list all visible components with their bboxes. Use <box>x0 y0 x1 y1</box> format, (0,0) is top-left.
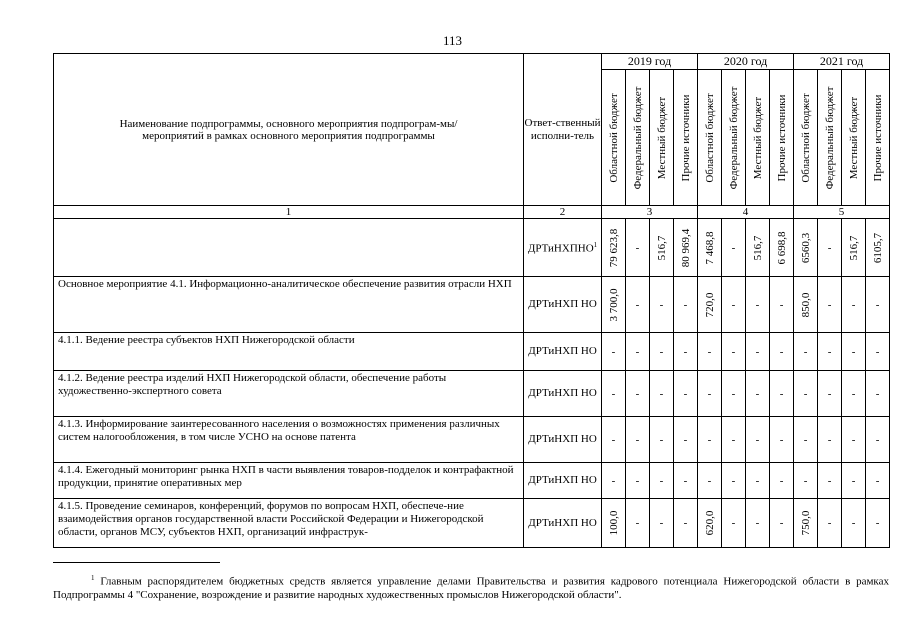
budget-value: - <box>755 387 760 400</box>
header-year-2020: 2020 год <box>698 54 794 70</box>
activity-name: 4.1.2. Ведение реестра изделий НХП Нижегородской области, обеспечение работы художественно-экспертного совета <box>54 371 524 417</box>
budget-value-cell <box>626 333 650 371</box>
responsible-executor <box>524 277 602 333</box>
budget-value: 100,0 <box>607 510 620 536</box>
budget-value-cell <box>674 463 698 499</box>
budget-value: - <box>875 298 880 311</box>
responsible-text: ДРТиНХП НО <box>528 474 597 486</box>
budget-value: - <box>635 345 640 358</box>
budget-value: - <box>683 387 688 400</box>
budget-value-cell <box>626 219 650 277</box>
budget-value-cell <box>698 463 722 499</box>
budget-value-cell <box>722 499 746 548</box>
budget-value-cell <box>626 371 650 417</box>
budget-value-cell <box>794 499 818 548</box>
responsible-executor <box>524 463 602 499</box>
header-source-label: Местный бюджет <box>751 96 764 179</box>
budget-value: - <box>803 474 808 487</box>
budget-value-cell <box>698 219 722 277</box>
header-source-label: Местный бюджет <box>655 96 668 179</box>
budget-value-cell <box>770 277 794 333</box>
page-number: 113 <box>442 33 463 48</box>
header-source-cell <box>626 70 650 206</box>
col-number-5: 5 <box>794 206 890 219</box>
budget-value: - <box>827 298 832 311</box>
budget-value: - <box>683 517 688 529</box>
budget-value: - <box>659 298 664 311</box>
budget-value: 516,7 <box>751 235 764 260</box>
budget-value: - <box>779 298 784 311</box>
budget-value-cell <box>842 219 866 277</box>
budget-value: - <box>875 474 880 487</box>
budget-value-cell <box>722 333 746 371</box>
budget-value-cell <box>842 499 866 548</box>
budget-value: - <box>803 387 808 400</box>
header-responsible-column: Ответ-ственный исполни-тель <box>524 54 602 206</box>
budget-value-cell <box>722 417 746 463</box>
budget-value-cell <box>746 333 770 371</box>
header-source-label: Федеральный бюджет <box>631 86 644 189</box>
budget-value-cell <box>866 277 890 333</box>
budget-value-cell <box>650 277 674 333</box>
header-name-column: Наименование подпрограммы, основного мероприятия подпрограм-мы/мероприятий в рамках основного мероприятия подпрограммы <box>54 54 524 206</box>
budget-value: - <box>827 517 832 529</box>
budget-value: - <box>611 433 616 446</box>
budget-value: 6560,3 <box>799 232 812 263</box>
budget-value: - <box>851 298 856 311</box>
budget-value: - <box>875 345 880 358</box>
activity-name: 4.1.3. Информирование заинтересованного населения о возможностях применения различных систем налогообложения, в том числе УСНО на основе патента <box>54 417 524 463</box>
budget-value-cell <box>770 463 794 499</box>
budget-value: - <box>635 241 640 254</box>
budget-value: - <box>731 474 736 487</box>
header-source-label: Прочие источники <box>679 94 692 181</box>
table-row <box>54 333 890 371</box>
budget-value: - <box>827 387 832 400</box>
budget-value-cell <box>842 417 866 463</box>
budget-value: - <box>731 345 736 358</box>
activity-name: Основное мероприятие 4.1. Информационно-аналитическое обеспечение развития отрасли НХП <box>54 277 524 333</box>
budget-value: 79 623,8 <box>607 228 620 267</box>
budget-value: - <box>659 345 664 358</box>
budget-value-cell <box>722 371 746 417</box>
budget-value: 516,7 <box>655 235 668 260</box>
budget-value: 620,0 <box>703 510 716 536</box>
table-row <box>54 417 890 463</box>
header-source-cell <box>818 70 842 206</box>
budget-value: - <box>659 433 664 446</box>
budget-value-cell <box>674 499 698 548</box>
budget-value-cell <box>794 417 818 463</box>
footnote-separator <box>53 562 220 563</box>
budget-value-cell <box>746 371 770 417</box>
budget-value-cell <box>794 333 818 371</box>
budget-value: - <box>635 387 640 400</box>
responsible-text: ДРТиНХП НО <box>528 433 597 445</box>
budget-value: - <box>755 517 760 529</box>
budget-value-cell <box>602 333 626 371</box>
col-number-2: 2 <box>524 206 602 219</box>
budget-value-cell <box>722 219 746 277</box>
budget-value-cell <box>674 277 698 333</box>
budget-value-cell <box>794 463 818 499</box>
header-source-cell <box>842 70 866 206</box>
budget-value-cell <box>674 371 698 417</box>
budget-value-cell <box>698 417 722 463</box>
budget-value: - <box>731 298 736 311</box>
budget-value-cell <box>698 277 722 333</box>
budget-value: - <box>851 474 856 487</box>
budget-value-cell <box>626 417 650 463</box>
budget-value: - <box>635 433 640 446</box>
budget-value: - <box>827 241 832 254</box>
budget-value-cell <box>698 499 722 548</box>
budget-value: - <box>635 474 640 487</box>
budget-value: 850,0 <box>799 292 812 317</box>
budget-value: - <box>851 433 856 446</box>
budget-value: - <box>803 345 808 358</box>
budget-value: - <box>779 474 784 487</box>
budget-value-cell <box>746 219 770 277</box>
budget-value-cell <box>602 499 626 548</box>
budget-value-cell <box>602 371 626 417</box>
budget-value: - <box>659 474 664 487</box>
budget-value: - <box>683 474 688 487</box>
header-source-cell <box>794 70 818 206</box>
budget-value: - <box>731 517 736 529</box>
header-source-cell <box>650 70 674 206</box>
header-source-cell <box>722 70 746 206</box>
col-number-4: 4 <box>698 206 794 219</box>
budget-value-cell <box>650 463 674 499</box>
budget-value: - <box>779 517 784 529</box>
header-year-2021: 2021 год <box>794 54 890 70</box>
budget-value: - <box>707 345 712 358</box>
header-source-label: Местный бюджет <box>847 96 860 179</box>
footnote-text: Главным распорядителем бюджетных средств является управление делами Правительства и развития кадрового потенциала Нижегородской области в рамках Подпрограммы 4 "Сохранение, возрождение и развитие народных художественных промыслов Нижегородской области". <box>53 575 889 601</box>
header-source-label: Прочие источники <box>871 94 884 181</box>
budget-value-cell <box>650 333 674 371</box>
budget-value-cell <box>626 463 650 499</box>
budget-value-cell <box>842 333 866 371</box>
header-source-cell <box>866 70 890 206</box>
responsible-executor <box>524 371 602 417</box>
budget-value-cell <box>602 277 626 333</box>
budget-value-cell <box>818 333 842 371</box>
header-source-label: Федеральный бюджет <box>727 86 740 189</box>
budget-value: - <box>779 387 784 400</box>
budget-value-cell <box>698 371 722 417</box>
budget-value: - <box>875 387 880 400</box>
budget-value: - <box>851 345 856 358</box>
table-row <box>54 371 890 417</box>
budget-value: - <box>611 387 616 400</box>
budget-value: - <box>851 517 856 529</box>
budget-value: - <box>755 298 760 311</box>
header-source-cell <box>746 70 770 206</box>
activity-name: 4.1.4. Ежегодный мониторинг рынка НХП в части выявления товаров-подделок и контрафактной продукции, принятие оперативных мер <box>54 463 524 499</box>
budget-value: - <box>755 345 760 358</box>
budget-value: - <box>731 433 736 446</box>
budget-value-cell <box>746 277 770 333</box>
budget-value-cell <box>770 371 794 417</box>
table-row <box>54 463 890 499</box>
budget-value-cell <box>746 463 770 499</box>
budget-value-cell <box>866 371 890 417</box>
budget-value: - <box>875 433 880 446</box>
budget-value-cell <box>842 463 866 499</box>
header-source-label: Федеральный бюджет <box>823 86 836 189</box>
budget-value: - <box>707 387 712 400</box>
header-source-cell <box>674 70 698 206</box>
responsible-text: ДРТиНХП НО <box>528 298 597 310</box>
budget-value-cell <box>794 277 818 333</box>
budget-value-cell <box>866 219 890 277</box>
budget-value-cell <box>602 417 626 463</box>
budget-value: - <box>683 433 688 446</box>
budget-value-cell <box>722 463 746 499</box>
budget-value: - <box>803 433 808 446</box>
budget-value-cell <box>818 463 842 499</box>
budget-value: - <box>851 387 856 400</box>
budget-value: - <box>755 433 760 446</box>
budget-table <box>53 53 890 548</box>
budget-value: 80 969,4 <box>679 228 692 267</box>
activity-name <box>54 219 524 277</box>
budget-value-cell <box>650 499 674 548</box>
budget-value-cell <box>746 417 770 463</box>
budget-value: 750,0 <box>799 510 812 536</box>
budget-value: - <box>779 433 784 446</box>
header-source-label: Прочие источники <box>775 94 788 181</box>
budget-value-cell <box>650 371 674 417</box>
budget-value: - <box>707 433 712 446</box>
col-number-1: 1 <box>54 206 524 219</box>
budget-value-cell <box>794 219 818 277</box>
budget-value-cell <box>842 277 866 333</box>
budget-value-cell <box>698 333 722 371</box>
responsible-executor <box>524 333 602 371</box>
budget-value: - <box>635 517 640 529</box>
budget-value: - <box>731 387 736 400</box>
budget-value-cell <box>602 463 626 499</box>
table-row <box>54 219 890 277</box>
budget-value: - <box>779 345 784 358</box>
responsible-text: ДРТиНХП НО <box>528 516 597 529</box>
budget-value: - <box>875 517 880 529</box>
budget-value-cell <box>674 417 698 463</box>
budget-value-cell <box>818 499 842 548</box>
budget-value: - <box>731 241 736 254</box>
budget-value: - <box>707 474 712 487</box>
budget-value-cell <box>866 417 890 463</box>
budget-value: - <box>827 474 832 487</box>
header-source-cell <box>602 70 626 206</box>
budget-value-cell <box>626 499 650 548</box>
table-row <box>54 499 890 548</box>
budget-value: - <box>659 387 664 400</box>
budget-value-cell <box>746 499 770 548</box>
activity-name: 4.1.5. Проведение семинаров, конференций, форумов по вопросам НХП, обеспече-ние взаимодействия органов государственной власти Российской Федерации и Нижегородской области, органов МСУ, субъектов НХП, организаций инфраструк- <box>54 499 524 548</box>
responsible-text: ДРТиНХПНО <box>527 242 594 255</box>
budget-value: 6 698,8 <box>775 231 788 264</box>
budget-value-cell <box>794 371 818 417</box>
footnote <box>53 572 889 602</box>
budget-value: - <box>635 298 640 311</box>
budget-value: - <box>683 298 688 311</box>
budget-value-cell <box>866 333 890 371</box>
table-row <box>54 277 890 333</box>
budget-value: 3 700,0 <box>607 288 620 321</box>
col-number-3: 3 <box>602 206 698 219</box>
budget-value-cell <box>650 219 674 277</box>
budget-value: 7 468,8 <box>703 231 716 264</box>
responsible-executor <box>524 499 602 548</box>
responsible-text: ДРТиНХП НО <box>528 345 597 357</box>
footnote-marker: 1 <box>91 574 95 582</box>
budget-value-cell <box>626 277 650 333</box>
header-source-cell <box>770 70 794 206</box>
budget-value: - <box>755 474 760 487</box>
budget-value-cell <box>842 371 866 417</box>
header-source-label: Областной бюджет <box>799 92 812 183</box>
budget-value-cell <box>770 417 794 463</box>
budget-value: - <box>659 517 664 529</box>
budget-value: - <box>683 345 688 358</box>
budget-value-cell <box>770 333 794 371</box>
budget-value-cell <box>866 499 890 548</box>
header-year-2019: 2019 год <box>602 54 698 70</box>
budget-value-cell <box>674 333 698 371</box>
footnote-reference: 1 <box>593 241 598 250</box>
budget-value-cell <box>602 219 626 277</box>
budget-value-cell <box>818 219 842 277</box>
budget-value-cell <box>770 499 794 548</box>
header-source-label: Областной бюджет <box>703 92 716 183</box>
budget-value-cell <box>674 219 698 277</box>
activity-name: 4.1.1. Ведение реестра субъектов НХП Нижегородской области <box>54 333 524 371</box>
budget-value-cell <box>818 417 842 463</box>
budget-value-cell <box>650 417 674 463</box>
budget-value: - <box>827 345 832 358</box>
budget-value: - <box>611 474 616 487</box>
budget-value: 720,0 <box>703 292 716 317</box>
responsible-text: ДРТиНХП НО <box>528 387 597 399</box>
budget-value-cell <box>722 277 746 333</box>
responsible-executor <box>524 219 602 277</box>
budget-value: 6105,7 <box>871 232 884 263</box>
budget-value: 516,7 <box>847 235 860 260</box>
budget-value: - <box>827 433 832 446</box>
responsible-executor <box>524 417 602 463</box>
budget-value-cell <box>770 219 794 277</box>
budget-value-cell <box>866 463 890 499</box>
budget-value: - <box>611 345 616 358</box>
budget-value-cell <box>818 371 842 417</box>
header-source-cell <box>698 70 722 206</box>
header-source-label: Областной бюджет <box>607 92 620 183</box>
budget-value-cell <box>818 277 842 333</box>
